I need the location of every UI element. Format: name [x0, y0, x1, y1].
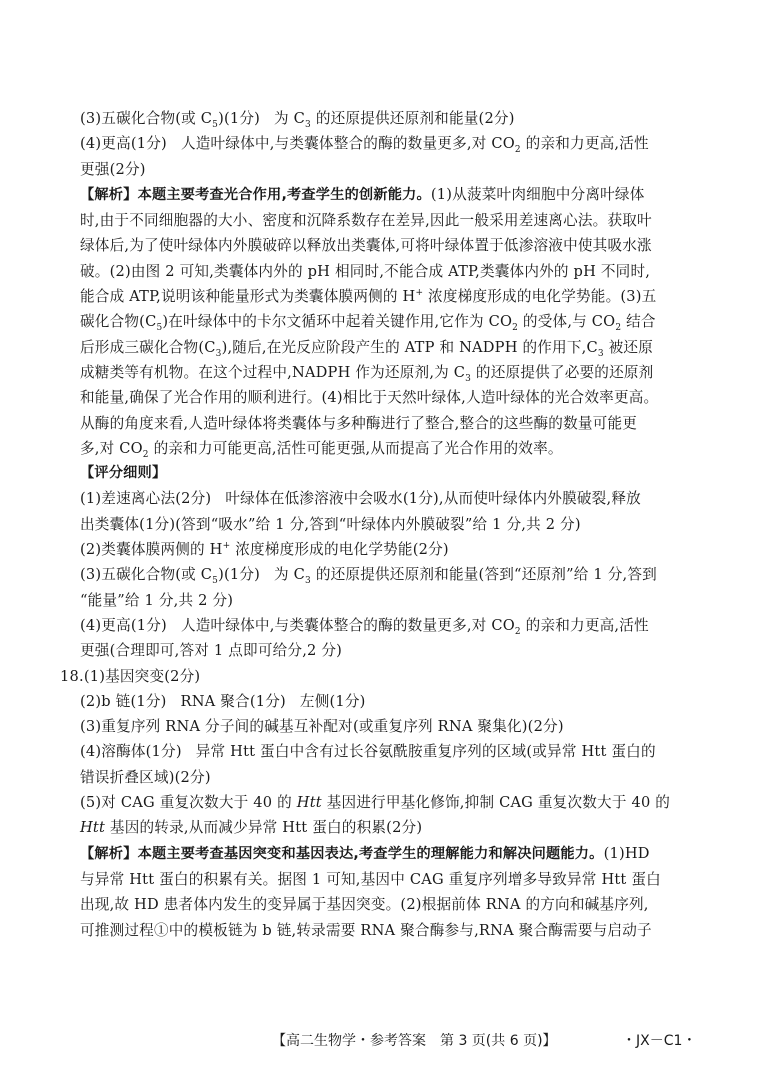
analysis-line: 破。(2)由图 2 可知,类囊体内外的 pH 相同时,不能合成 ATP,类囊体内外的 pH 不同时,: [80, 262, 651, 280]
analysis-line: 能合成 ATP,说明该种能量形式为类囊体膜两侧的 H+ 浓度梯度形成的电化学势能。(3)五: [80, 288, 657, 306]
grading-label: 【评分细则】: [80, 465, 167, 482]
text-line: (4)更高(1分) 人造叶绿体中,与类囊体整合的酶的数量更多,对 $CO_2$ 的亲和力更高,活性: [80, 135, 649, 156]
analysis-line: 时,由于不同细胞器的大小、密度和沉降系数存在差异,因此一般采用差速离心法。获取叶: [80, 212, 652, 230]
analysis-line: 【解析】本题主要考查基因突变和基因表达,考查学生的理解能力和解决问题能力。(1)HD: [80, 844, 650, 862]
grading-line: 出类囊体(1分)(答到“吸水”给 1 分,答到“叶绿体内外膜破裂”给 1 分,共 2 分): [80, 515, 581, 533]
answer-line: (3)重复序列 RNA 分子间的碱基互补配对(或重复序列 RNA 聚集化)(2分): [80, 718, 564, 736]
grading-line: “能量”给 1 分,共 2 分): [80, 591, 234, 609]
answer-line: (2)b 链(1分) RNA 聚合(1分) 左侧(1分): [80, 692, 366, 710]
footer-code: ・JX－C1・: [622, 1033, 697, 1049]
footer-page-info: 【高二生物学・参考答案 第 3 页(共 6 页)】: [272, 1033, 557, 1049]
analysis-line: 碳化合物$(C_5)$在叶绿体中的卡尔文循环中起着关键作用,它作为 $CO_2$ 的受体,与 $CO_2$ 结合: [80, 313, 656, 334]
grading-line: (3)五碳化合物(或 $C_5)(1$分) 为 $C_3$ 的还原提供还原剂和能量(答到“还原剂”给 1 分,答到: [80, 566, 657, 587]
analysis-line: 后形成三碳化合物$(C_3)$,随后,在光反应阶段产生的 ATP 和 NADPH 的作用下$,C_3$ 被还原: [80, 338, 654, 359]
answer-line: 错误折叠区域)(2分): [80, 768, 211, 786]
text-line: 更强(2分): [80, 160, 146, 178]
answer-page: [60, 106, 700, 943]
analysis-line: 成糖类等有机物。在这个过程中,NADPH 作为还原剂,为 $C_3$ 的还原提供了必要的还原剂: [80, 363, 654, 384]
grading-line: (1)差速离心法(2分) 叶绿体在低渗溶液中会吸水(1分),从而使叶绿体内外膜破裂,释放: [80, 490, 641, 508]
grading-line: (4)更高(1分) 人造叶绿体中,与类囊体整合的酶的数量更多,对 $CO_2$ 的亲和力更高,活性: [80, 616, 649, 637]
analysis-line: 从酶的角度来看,人造叶绿体将类囊体与多种酶进行了整合,整合的这些酶的数量可能更: [80, 414, 638, 432]
grading-line: 更强(合理即可,答对 1 点即可给分,2 分): [80, 642, 343, 660]
answer-line: (4)溶酶体(1分) 异常 Htt 蛋白中含有过长谷氨酰胺重复序列的区域(或异常 Htt 蛋白的: [80, 743, 656, 761]
analysis-line: 与异常 Htt 蛋白的积累有关。据图 1 可知,基因中 CAG 重复序列增多导致异常 Htt 蛋白: [80, 870, 661, 888]
answer-line: Htt 基因的转录,从而减少异常 Htt 蛋白的积累(2分): [80, 819, 423, 837]
analysis-label: 【解析】: [80, 186, 138, 203]
analysis-line: 绿体后,为了使叶绿体内外膜破碎以释放出类囊体,可将叶绿体置于低渗溶液中使其吸水涨: [80, 237, 652, 255]
question-18-line: 18.(1)基因突变(2分): [60, 667, 201, 685]
analysis-line: 和能量,确保了光合作用的顺利进行。(4)相比于天然叶绿体,人造叶绿体的光合效率更高。: [80, 389, 659, 407]
grading-line: (2)类囊体膜两侧的 H+ 浓度梯度形成的电化学势能(2分): [80, 541, 449, 559]
answer-line: (5)对 CAG 重复次数大于 40 的 Htt 基因进行甲基化修饰,抑制 CAG 重复次数大于 40 的: [80, 794, 671, 812]
analysis-line: 出现,故 HD 患者体内发生的变异属于基因突变。(2)根据前体 RNA 的方向和碱基序列,: [80, 896, 649, 914]
analysis-label: 【解析】: [80, 845, 138, 862]
analysis-line: 多,对 $CO_2$ 的亲和力可能更高,活性可能更强,从而提高了光合作用的效率。: [80, 439, 563, 460]
analysis-line: 【解析】本题主要考查光合作用,考查学生的创新能力。(1)从菠菜叶肉细胞中分离叶绿体: [80, 185, 645, 203]
text-line: (3)五碳化合物(或 $C_5)(1$分) 为 $C_3$ 的还原提供还原剂和能量(2分): [80, 110, 515, 130]
question-number: 18.: [60, 667, 84, 685]
analysis-line: 可推测过程①中的模板链为 b 链,转录需要 RNA 聚合酶参与,RNA 聚合酶需要与启动子: [80, 921, 652, 939]
